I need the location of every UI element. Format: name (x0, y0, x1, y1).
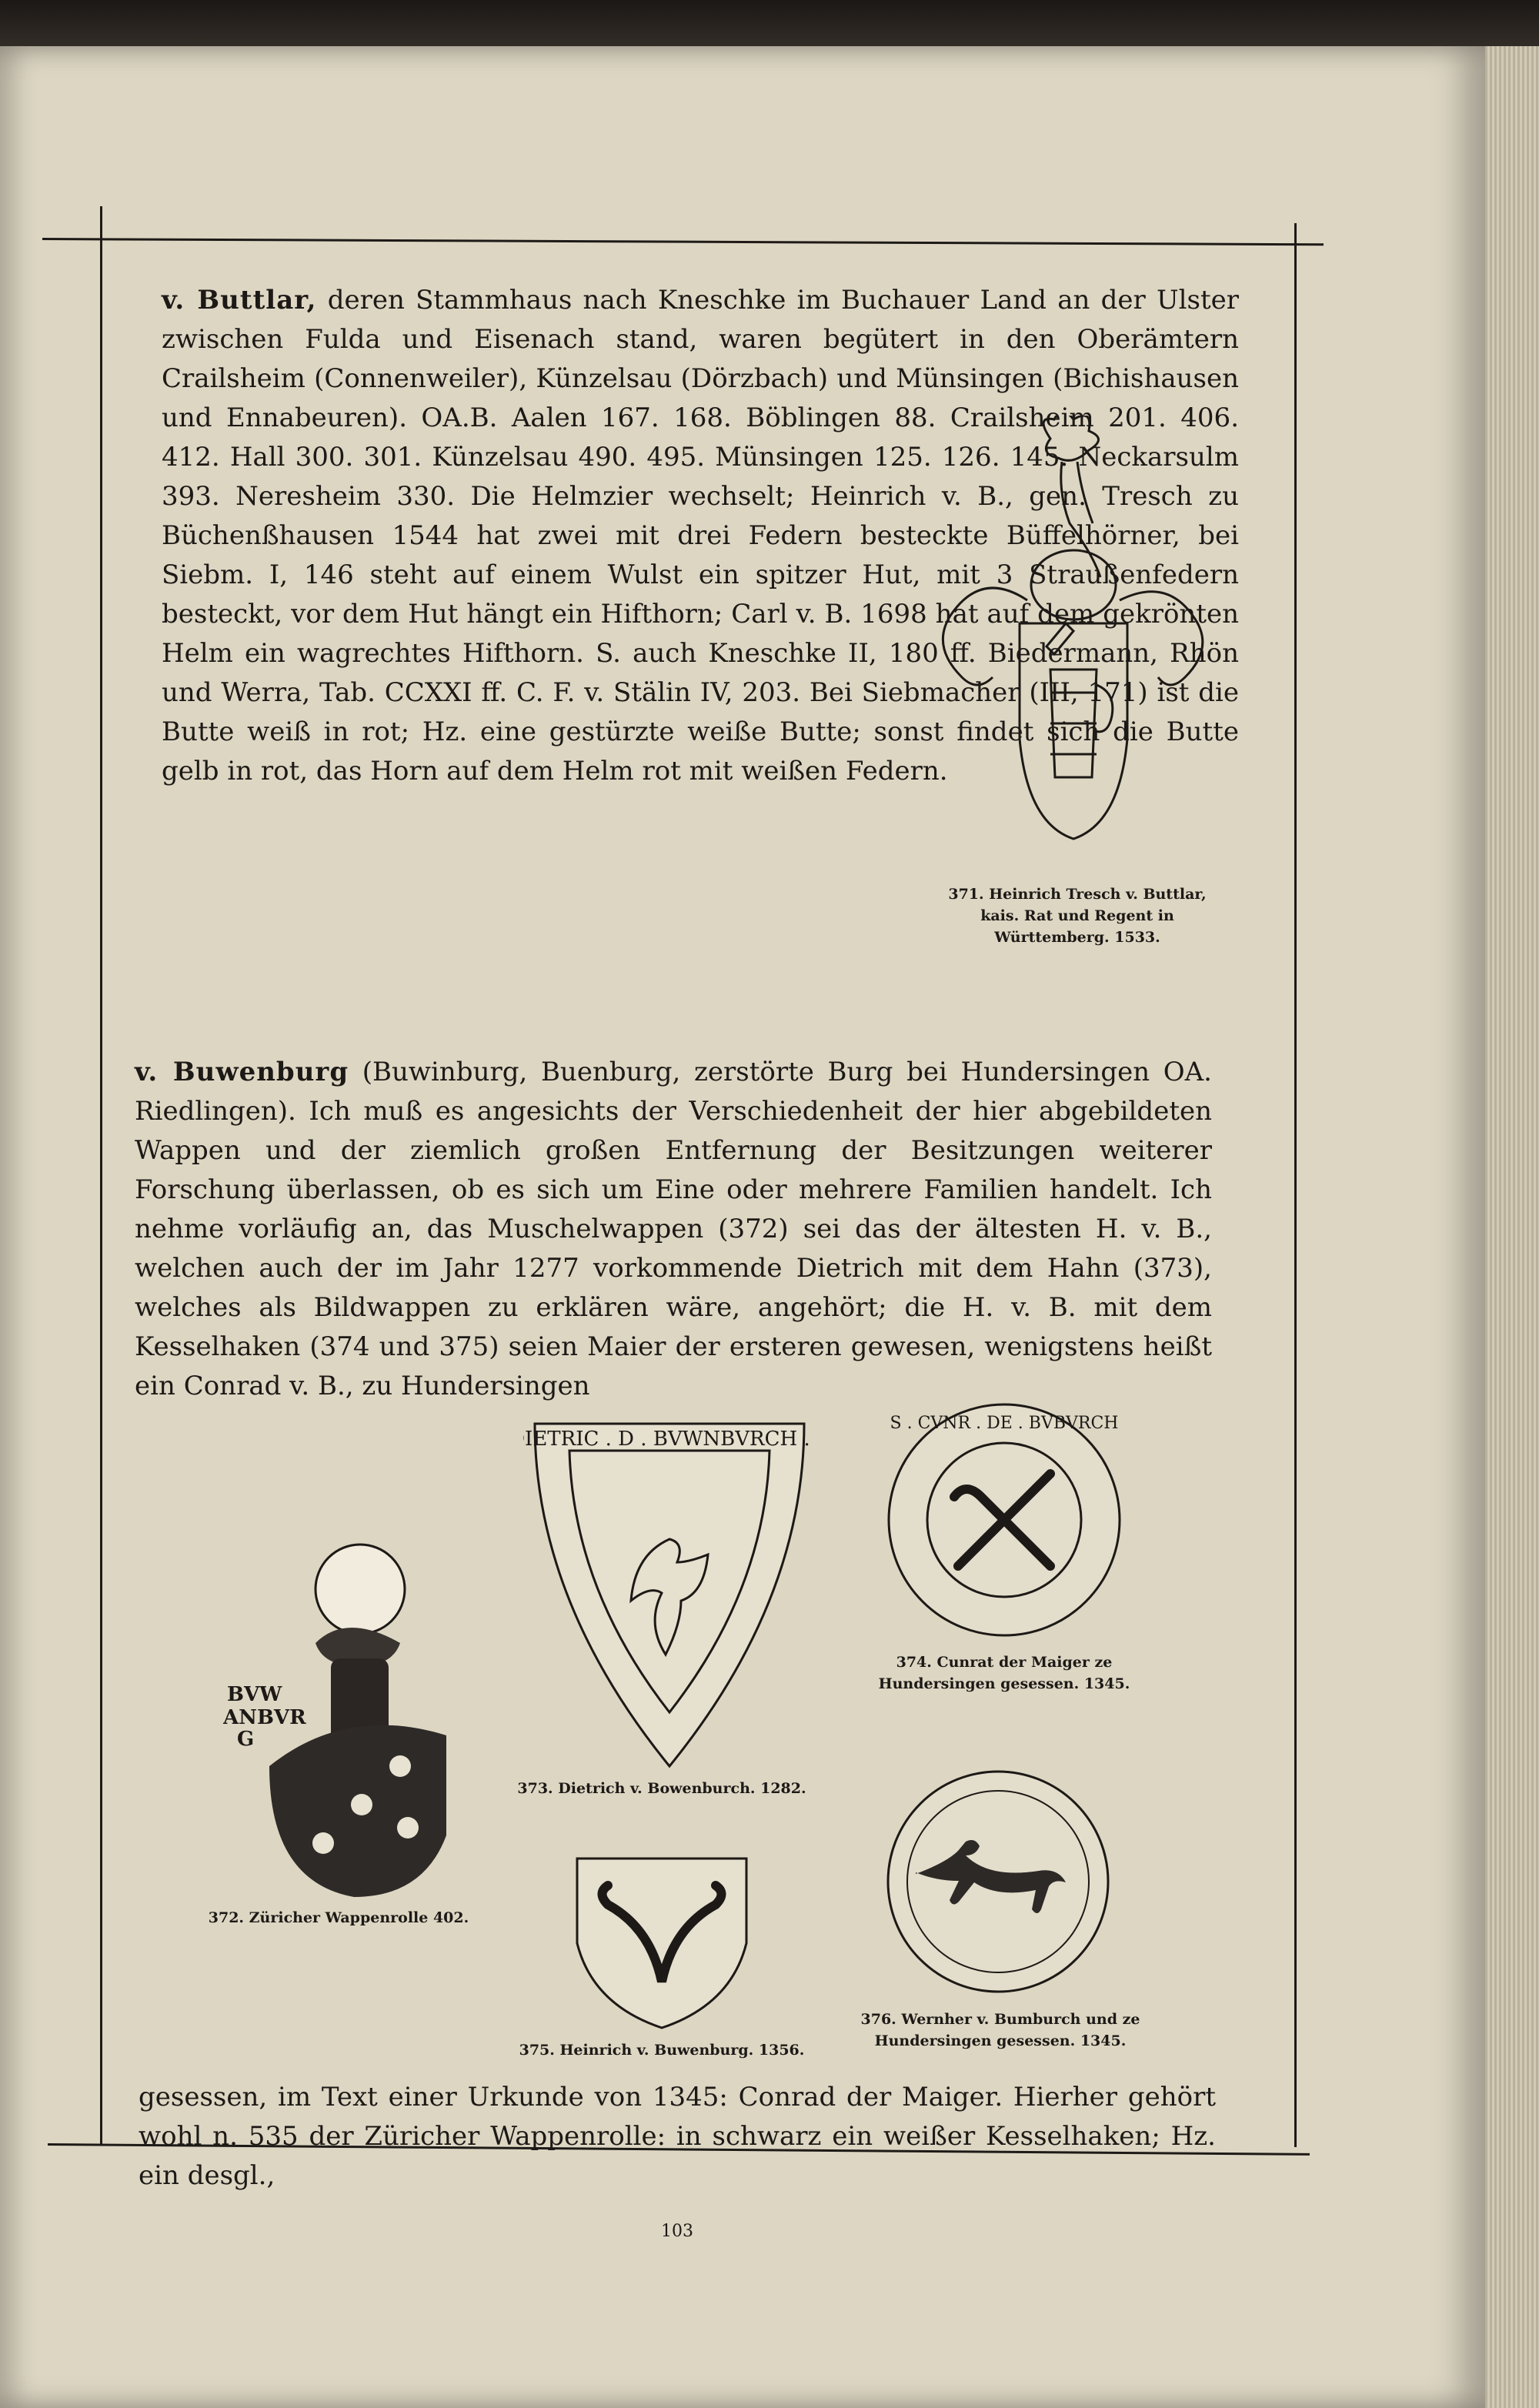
figure-373-seal (523, 1416, 816, 1770)
figure-371-coat-of-arms (935, 416, 1220, 877)
heinrich-shield-image (573, 1855, 750, 2032)
frame-left-rule (100, 206, 102, 2146)
caption-375: 375. Heinrich v. Buwenburg. 1356. (519, 2042, 805, 2059)
caption-371: 371. Heinrich Tresch v. Buttlar, kais. Rat und Regent in Württemberg. 1533. (948, 886, 1207, 946)
continuation-text: gesessen, im Text einer Urkunde von 1345: Conrad der Maiger. Hierher gehört wohl n. 535 der Züricher Wappenrolle: in schwarz ein weißer Kesselhaken; Hz. ein desgl., (139, 2082, 1216, 2191)
inscription-line-1: BVW (227, 1683, 282, 1706)
entry-buwenburg-text (135, 1053, 1212, 1406)
page-stack-edge (1485, 46, 1539, 2408)
inscription-line-2: ANBVR (223, 1706, 306, 1729)
entry-buwenburg-body: (Buwinburg, Buenburg, zerstörte Burg bei Hundersingen OA. Riedlingen). Ich muß es angesichts der Verschiedenheit der hier abgebildeten Wappen und der ziemlich großen Entfernung der Besitzungen weiterer Forschung überlassen, ob es sich um Eine oder mehrere Familien handelt. Ich nehme vorläufig an, das Muschelwappen (372) sei das der ältesten H. v. B., welchen auch der im Jahr 1277 vorkommende Dietrich mit dem Hahn (373), welches als Bildwappen zu erklären wäre, angehört; die H. v. B. mit dem Kesselhaken (374 und 375) seien Maier der ersteren gewesen, wenigstens heißt ein Conrad v. B., zu Hundersingen (135, 1057, 1212, 1401)
seal-373-legend: DIETRIC . D . BVWNBVRCH . S (523, 1428, 816, 1451)
figure-375-shield (573, 1855, 750, 2032)
caption-373: 373. Dietrich v. Bowenburch. 1282. (517, 1780, 806, 1797)
frame-right-rule (1294, 223, 1297, 2147)
page-number: 103 (661, 2222, 693, 2241)
entry-buttlar-heading: v. Buttlar, (162, 285, 317, 316)
caption-376: 376. Wernher v. Bumburch und ze Hundersingen gesessen. 1345. (860, 2011, 1140, 2049)
wernher-seal-image (885, 1766, 1112, 1997)
figure-374-round-seal (885, 1401, 1123, 1639)
seal-374-legend: S . CVNR . DE . BVBVRCH (890, 1414, 1119, 1433)
entry-buwenburg-continuation (139, 2078, 1216, 2196)
entry-buwenburg (135, 1053, 1212, 1406)
tresch-arms-image (935, 416, 1220, 877)
figure-376-round-seal (885, 1766, 1112, 1997)
caption-374: 374. Cunrat der Maiger ze Hundersingen gesessen. 1345. (878, 1654, 1130, 1692)
figure-372-helmet-arms (223, 1535, 462, 1897)
zuricher-wappenrolle-image (223, 1535, 462, 1897)
entry-buttlar-body: deren Stammhaus nach Kneschke im Buchauer Land an der Ulster zwischen Fulda und Eisenach stand, waren begütert in den Oberämtern Crailsheim (Connenweiler), Künzelsau (Dörzbach) und Münsingen (Bichishausen und Ennabeuren). OA.B. Aalen 167. 168. Böblingen 88. Crailsheim 201. 406. 412. Hall 300. 301. Künzelsau 490. 495. Münsingen 125. 126. 145. Neckarsulm 393. Neresheim 330. Die Helmzier wechselt; Heinrich v. B., gen. Tresch zu Büchenßhausen 1544 hat zwei mit drei Federn besteckte Büffelhörner, bei Siebm. I, 146 steht auf einem Wulst ein spitzer Hut, mit 3 Straußenfedern besteckt, vor dem Hut hängt ein Hifthorn; Carl v. B. 1698 hat auf dem gekrönten Helm ein wagrechtes Hifthorn. S. auch Kneschke II, 180 ff. Biedermann, Rhön und Werra, Tab. CCXXI ff. C. F. v. Stälin IV, 203. Bei Siebmacher (III, 171) ist die Butte weiß in rot; Hz. eine gestürzte weiße Butte; sonst findet sich die Butte gelb in rot, das Horn auf dem Helm rot mit weißen Federn. (162, 285, 1239, 787)
dietrich-seal-image (523, 1416, 816, 1770)
entry-buwenburg-heading: v. Buwenburg (135, 1057, 349, 1087)
inscription-line-3: G (237, 1728, 255, 1751)
cunrat-seal-image (885, 1401, 1123, 1639)
caption-372: 372. Züricher Wappenrolle 402. (208, 1909, 469, 1926)
